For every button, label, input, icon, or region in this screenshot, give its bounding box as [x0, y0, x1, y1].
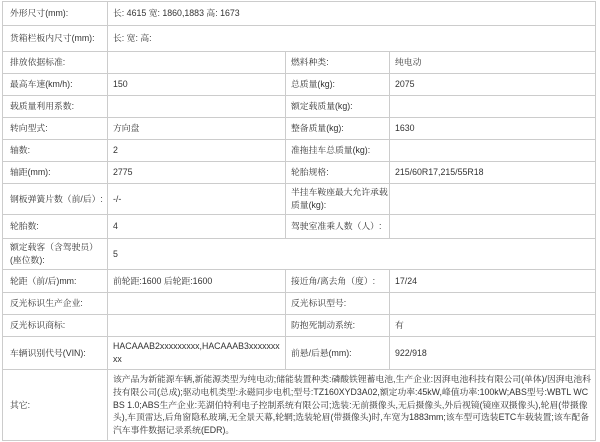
value-rated-load-mass — [390, 96, 596, 118]
spec-row — [3, 162, 596, 184]
spec-row — [3, 118, 596, 140]
value-load-utilization-factor — [108, 96, 286, 118]
label-reflective-model: 反光标识型号: — [286, 293, 390, 315]
value-overhang: 922/918 — [390, 337, 596, 370]
label-trailer-total-mass: 准拖挂车总质量(kg): — [286, 140, 390, 162]
value-abs: 有 — [390, 315, 596, 337]
label-rated-passengers: 额定载客（含驾驶员）(座位数): — [3, 239, 108, 270]
value-other-notes: 该产品为新能源车辆,新能源类型为纯电动;储能装置种类:磷酸铁锂蓄电池,生产企业:因湃电池科技有限公司(单体)/因湃电池科技有限公司(总成);驱动电机类型:永磁同步电机;型号:TZ160XYD3A02,额定功率:45kW,峰值功率:100kW;ABS型号:WBTL WCBS 1.0;ABS生产企业:芜湖伯特利电子控制系统有限公司;选装:无前摄像头,无后摄像头,外后视镜(镜座双摄像头),轮眉(带摄像头),车顶雷达,后角窗隐私玻璃,无全景天幕,轮辋;选装轮眉(带摄像头)时,车宽为1883mm;该车型可选装ETC车载装置;该车配备汽车事件数据记录系统(EDR)。 — [108, 370, 596, 441]
value-rated-passengers: 5 — [108, 239, 596, 270]
value-fuel-type: 纯电动 — [390, 52, 596, 74]
label-leaf-springs: 钢板弹簧片数（前/后）: — [3, 184, 108, 215]
label-tire-count: 轮胎数: — [3, 215, 108, 239]
value-cab-occupants — [390, 215, 596, 239]
spec-row — [3, 315, 596, 337]
spec-row — [3, 337, 596, 370]
label-wheelbase: 轴距(mm): — [3, 162, 108, 184]
value-outer-dimensions: 长: 4615 宽: 1860,1883 高: 1673 — [108, 2, 596, 26]
value-reflective-trademark — [108, 315, 286, 337]
label-vin: 车辆识别代号(VIN): — [3, 337, 108, 370]
spec-row — [3, 74, 596, 96]
label-steering-type: 转向型式: — [3, 118, 108, 140]
value-gross-mass: 2075 — [390, 74, 596, 96]
value-emission-standard — [108, 52, 286, 74]
label-outer-dimensions: 外形尺寸(mm): — [3, 2, 108, 26]
value-trailer-total-mass — [390, 140, 596, 162]
value-reflective-manufacturer — [108, 293, 286, 315]
spec-row — [3, 215, 596, 239]
spec-row-cargo-box-dimensions — [3, 26, 596, 52]
label-rated-load-mass: 额定载质量(kg): — [286, 96, 390, 118]
value-wheelbase: 2775 — [108, 162, 286, 184]
value-tire-count: 4 — [108, 215, 286, 239]
label-track: 轮距（前/后)mm: — [3, 270, 108, 293]
label-cargo-box-dimensions: 货箱栏板内尺寸(mm): — [3, 26, 108, 52]
label-curb-mass: 整备质量(kg): — [286, 118, 390, 140]
value-leaf-springs: -/- — [108, 184, 286, 215]
label-max-speed: 最高车速(km/h): — [3, 74, 108, 96]
label-reflective-trademark: 反光标识商标: — [3, 315, 108, 337]
spec-row — [3, 140, 596, 162]
value-max-speed: 150 — [108, 74, 286, 96]
spec-row-outer-dimensions — [3, 2, 596, 26]
value-axle-count: 2 — [108, 140, 286, 162]
value-reflective-model — [390, 293, 596, 315]
spec-row-rated-passengers — [3, 239, 596, 270]
label-cab-occupants: 驾驶室准乘人数（人）: — [286, 215, 390, 239]
spec-row — [3, 96, 596, 118]
value-cargo-box-dimensions: 长: 宽: 高: — [108, 26, 596, 52]
value-vin: HACAAAB2xxxxxxxxx,HACAAAB3xxxxxxxxx — [108, 337, 286, 370]
label-gross-mass: 总质量(kg): — [286, 74, 390, 96]
label-overhang: 前悬/后悬(mm): — [286, 337, 390, 370]
label-reflective-manufacturer: 反光标识生产企业: — [3, 293, 108, 315]
label-tire-spec: 轮胎规格: — [286, 162, 390, 184]
spec-row — [3, 184, 596, 215]
value-approach-departure-angle: 17/24 — [390, 270, 596, 293]
label-abs: 防抱死制动系统: — [286, 315, 390, 337]
spec-row — [3, 293, 596, 315]
value-saddle-max-load — [390, 184, 596, 215]
spec-row — [3, 270, 596, 293]
label-emission-standard: 排放依据标准: — [3, 52, 108, 74]
label-other: 其它: — [3, 370, 108, 441]
value-steering-type: 方向盘 — [108, 118, 286, 140]
label-load-utilization-factor: 载质量利用系数: — [3, 96, 108, 118]
spec-row-other — [3, 370, 596, 441]
label-approach-departure-angle: 接近角/离去角（度）: — [286, 270, 390, 293]
value-tire-spec: 215/60R17,215/55R18 — [390, 162, 596, 184]
value-track: 前轮距:1600 后轮距:1600 — [108, 270, 286, 293]
label-fuel-type: 燃料种类: — [286, 52, 390, 74]
value-curb-mass: 1630 — [390, 118, 596, 140]
label-saddle-max-load: 半挂车鞍座最大允许承载质量(kg): — [286, 184, 390, 215]
vehicle-spec-table — [2, 1, 596, 441]
label-axle-count: 轴数: — [3, 140, 108, 162]
spec-row — [3, 52, 596, 74]
